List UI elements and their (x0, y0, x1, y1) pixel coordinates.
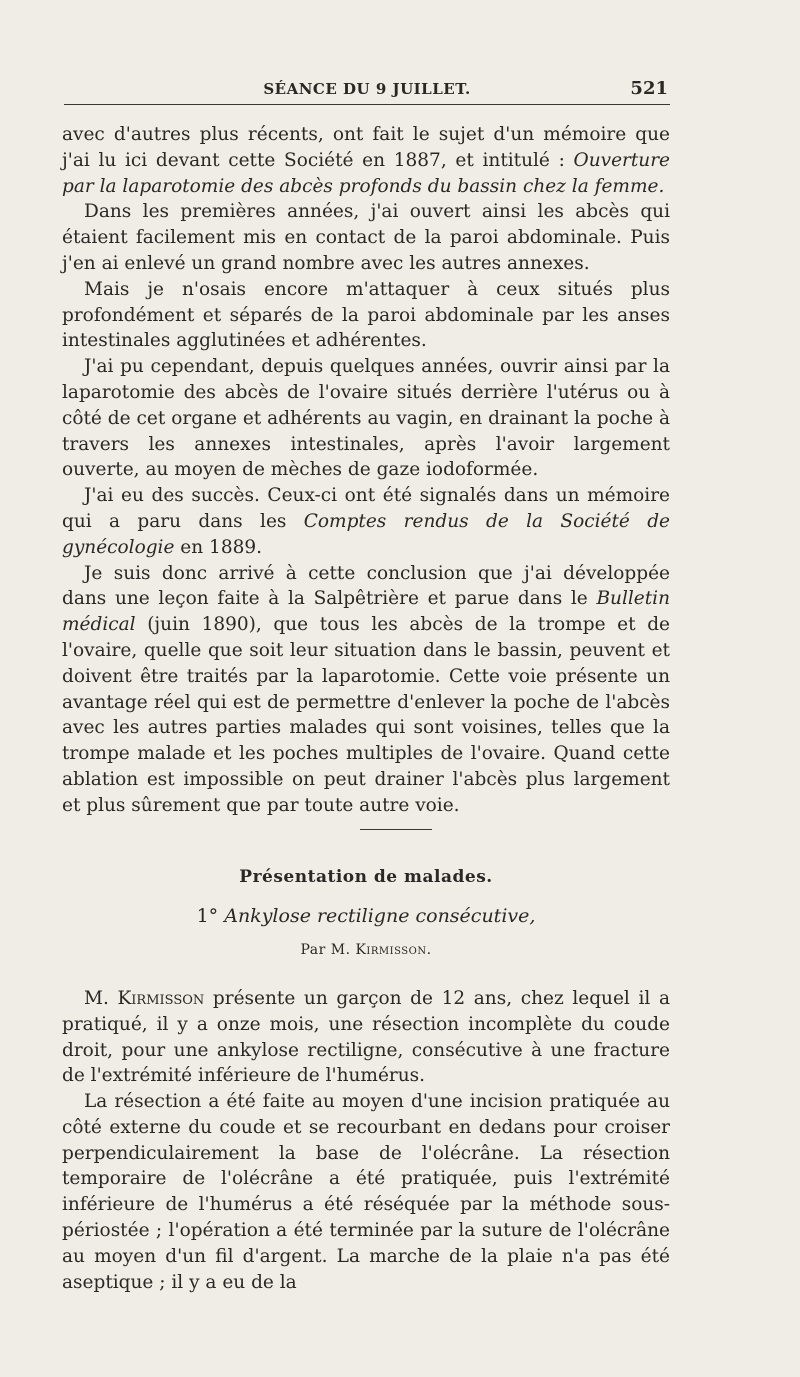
paragraph-continuation: avec d'autres plus récents, ont fait le sujet d'un mémoire que j'ai lu ici devant cette Société en 1887, et intitulé : Ouverture par la laparotomie des abcès profonds du bassin chez la femme. (62, 124, 670, 197)
running-title: SÉANCE DU 9 JUILLET. (263, 80, 471, 98)
journal-title: Bulletin médical (62, 588, 670, 636)
article-title: 1° Ankylose rectiligne consécutive, (196, 905, 536, 928)
paragraph: M. Kirmisson présente un garçon de 12 ans, chez lequel il a pratiqué, il y a onze mois, une résection incomplète du coude droit, pour une ankylose rectiligne, consécutive à une fracture de l'extrémité inférieure de l'humérus. (62, 987, 670, 1087)
section-divider (360, 829, 432, 830)
paragraph: Je suis donc arrivé à cette conclusion que j'ai développée dans une leçon faite à la Salpêtrière et parue dans le Bulletin médical (juin 1890), que tous les abcès de la trompe et de l'ovaire, quelle que soit leur situation dans le bassin, peuvent et doivent être traités par la laparotomie. Cette voie présente un avantage réel qui est de permettre d'enlever la poche de l'abcès avec les autres parties malades qui sont voisines, telles que la trompe malade et les poches multiples de l'ovaire. Quand cette ablation est impossible on peut drainer l'abcès plus largement et plus sûrement que par toute autre voie. (62, 562, 670, 816)
memoir-title: Ouverture par la laparotomie des abcès profonds du bassin chez la femme. (62, 149, 670, 197)
journal-title: Comptes rendus de la Société de gynécologie (62, 510, 670, 558)
paragraph: La résection a été faite au moyen d'une incision pratiquée au côté externe du coude et se recourbant en dedans pour croiser perpendiculairement la base de l'olécrâne. La résection temporaire de l'olécrâne a été pratiquée, puis l'extrémité inférieure de l'humérus a été réséquée par la méthode sous-périostée ; l'opération a été terminée par la suture de l'olécrâne au moyen d'un fil d'argent. La marche de la plaie n'a pas été aseptique ; il y a eu de la (62, 1091, 670, 1293)
author-name: Kirmisson (117, 987, 205, 1009)
byline: Par M. Kirmisson. (300, 942, 432, 959)
page-body (62, 122, 670, 1295)
author-name: Kirmisson. (355, 942, 432, 959)
paragraph: Dans les premières années, j'ai ouvert ainsi les abcès qui étaient facilement mis en contact de la paroi abdominale. Puis j'en ai enlevé un grand nombre avec les autres annexes. (62, 201, 670, 274)
paragraph: Mais je n'osais encore m'attaquer à ceux situés plus profondément et séparés de la paroi abdominale par les anses intestinales agglutinées et adhérentes. (62, 278, 670, 352)
page-number: 521 (630, 78, 668, 99)
paragraph: J'ai eu des succès. Ceux-ci ont été signalés dans un mémoire qui a paru dans les Comptes rendus de la Société de gynécologie en 1889. (62, 485, 670, 558)
paragraph: J'ai pu cependant, depuis quelques années, ouvrir ainsi par la laparotomie des abcès de l'ovaire situés derrière l'utérus ou à côté de cet organe et adhérents au vagin, en drainant la poche à travers les annexes intestinales, après l'avoir largement ouverte, au moyen de mèches de gaze iodoformée. (62, 356, 670, 481)
running-head (64, 78, 670, 105)
section-title: Présentation de malades. (239, 866, 493, 887)
